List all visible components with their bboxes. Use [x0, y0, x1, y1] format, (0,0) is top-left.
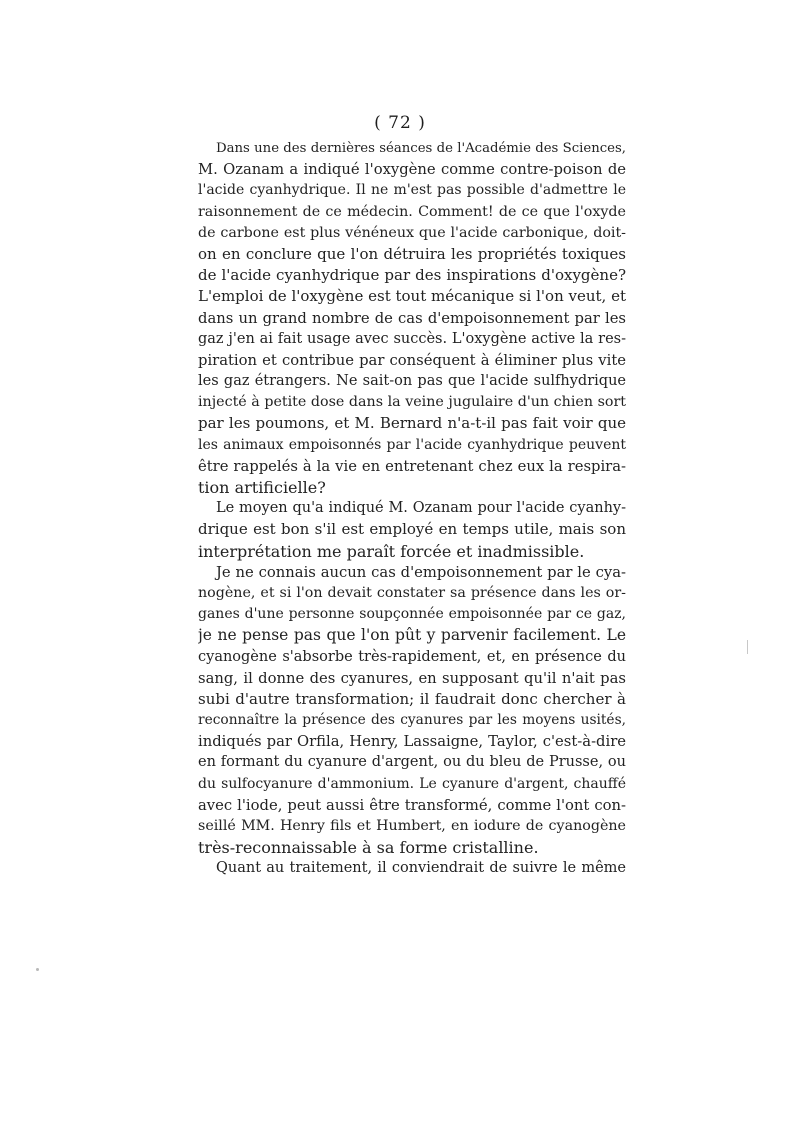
text-line: subi d'autre transformation; il faudrait donc chercher à — [198, 689, 626, 708]
text-line: du sulfocyanure d'ammonium. Le cyanure d'argent, chauffé — [198, 775, 626, 792]
text-line: Je ne connais aucun cas d'empoisonnement par le cya- — [216, 563, 626, 581]
text-line: injecté à petite dose dans la veine jugulaire d'un chien sort — [198, 394, 626, 411]
text-line: par les poumons, et M. Bernard n'a-t-il pas fait voir que — [198, 414, 626, 433]
text-line: sang, il donne des cyanures, en supposant qu'il n'ait pas — [198, 669, 626, 687]
text-line: on en conclure que l'on détruira les propriétés toxiques — [198, 244, 626, 263]
text-line: gaz j'en ai fait usage avec succès. L'oxygène active la res- — [198, 330, 626, 347]
text-line: les animaux empoisonnés par l'acide cyanhydrique peuvent — [198, 436, 626, 453]
paper-speck — [36, 968, 39, 971]
text-line: en formant du cyanure d'argent, ou du bleu de Prusse, ou — [198, 754, 626, 771]
text-line: Dans une des dernières séances de l'Académie des Sciences, — [216, 141, 626, 156]
margin-mark — [747, 640, 748, 654]
text-line: M. Ozanam a indiqué l'oxygène comme contre-poison de — [198, 161, 626, 179]
text-line: piration et contribue par conséquent à éliminer plus vite — [198, 351, 626, 369]
text-line: l'acide cyanhydrique. Il ne m'est pas possible d'admettre le — [198, 182, 626, 199]
text-line: indiqués par Orfila, Henry, Lassaigne, Taylor, c'est-à-dire — [198, 733, 626, 751]
text-line: nogène, et si l'on devait constater sa présence dans les or- — [198, 584, 626, 601]
text-line: tion artificielle? — [198, 478, 326, 497]
text-line: de l'acide cyanhydrique par des inspirations d'oxygène? — [198, 266, 626, 285]
text-line: seillé MM. Henry fils et Humbert, en iodure de cyanogène — [198, 818, 626, 834]
page-number: ( 72 ) — [374, 113, 426, 133]
text-line: Quant au traitement, il conviendrait de suivre le même — [216, 860, 626, 877]
text-line: avec l'iode, peut aussi être transformé, comme l'ont con- — [198, 796, 626, 814]
text-line: de carbone est plus vénéneux que l'acide carbonique, doit- — [198, 224, 626, 241]
text-line: Le moyen qu'a indiqué M. Ozanam pour l'acide cyanhy- — [216, 500, 626, 517]
text-line: drique est bon s'il est employé en temps utile, mais son — [198, 520, 626, 539]
text-line: très-reconnaissable à sa forme cristalline. — [198, 838, 539, 858]
text-line: être rappelés à la vie en entretenant chez eux la respira- — [198, 457, 626, 475]
text-line: L'emploi de l'oxygène est tout mécanique si l'on veut, et — [198, 287, 626, 306]
text-line: interprétation me paraît forcée et inadmissible. — [198, 541, 585, 561]
text-line: cyanogène s'absorbe très-rapidement, et, en présence du — [198, 648, 626, 665]
text-line: je ne pense pas que l'on pût y parvenir facilement. Le — [198, 626, 626, 645]
text-line: reconnaître la présence des cyanures par les moyens usités, — [198, 712, 626, 729]
body-text — [198, 138, 626, 880]
text-line: dans un grand nombre de cas d'empoisonnement par les — [198, 309, 626, 327]
text-line: ganes d'une personne soupçonnée empoisonnée par ce gaz, — [198, 606, 626, 623]
text-line: les gaz étrangers. Ne sait-on pas que l'acide sulfhydrique — [198, 373, 626, 390]
text-line: raisonnement de ce médecin. Comment! de ce que l'oxyde — [198, 203, 626, 220]
